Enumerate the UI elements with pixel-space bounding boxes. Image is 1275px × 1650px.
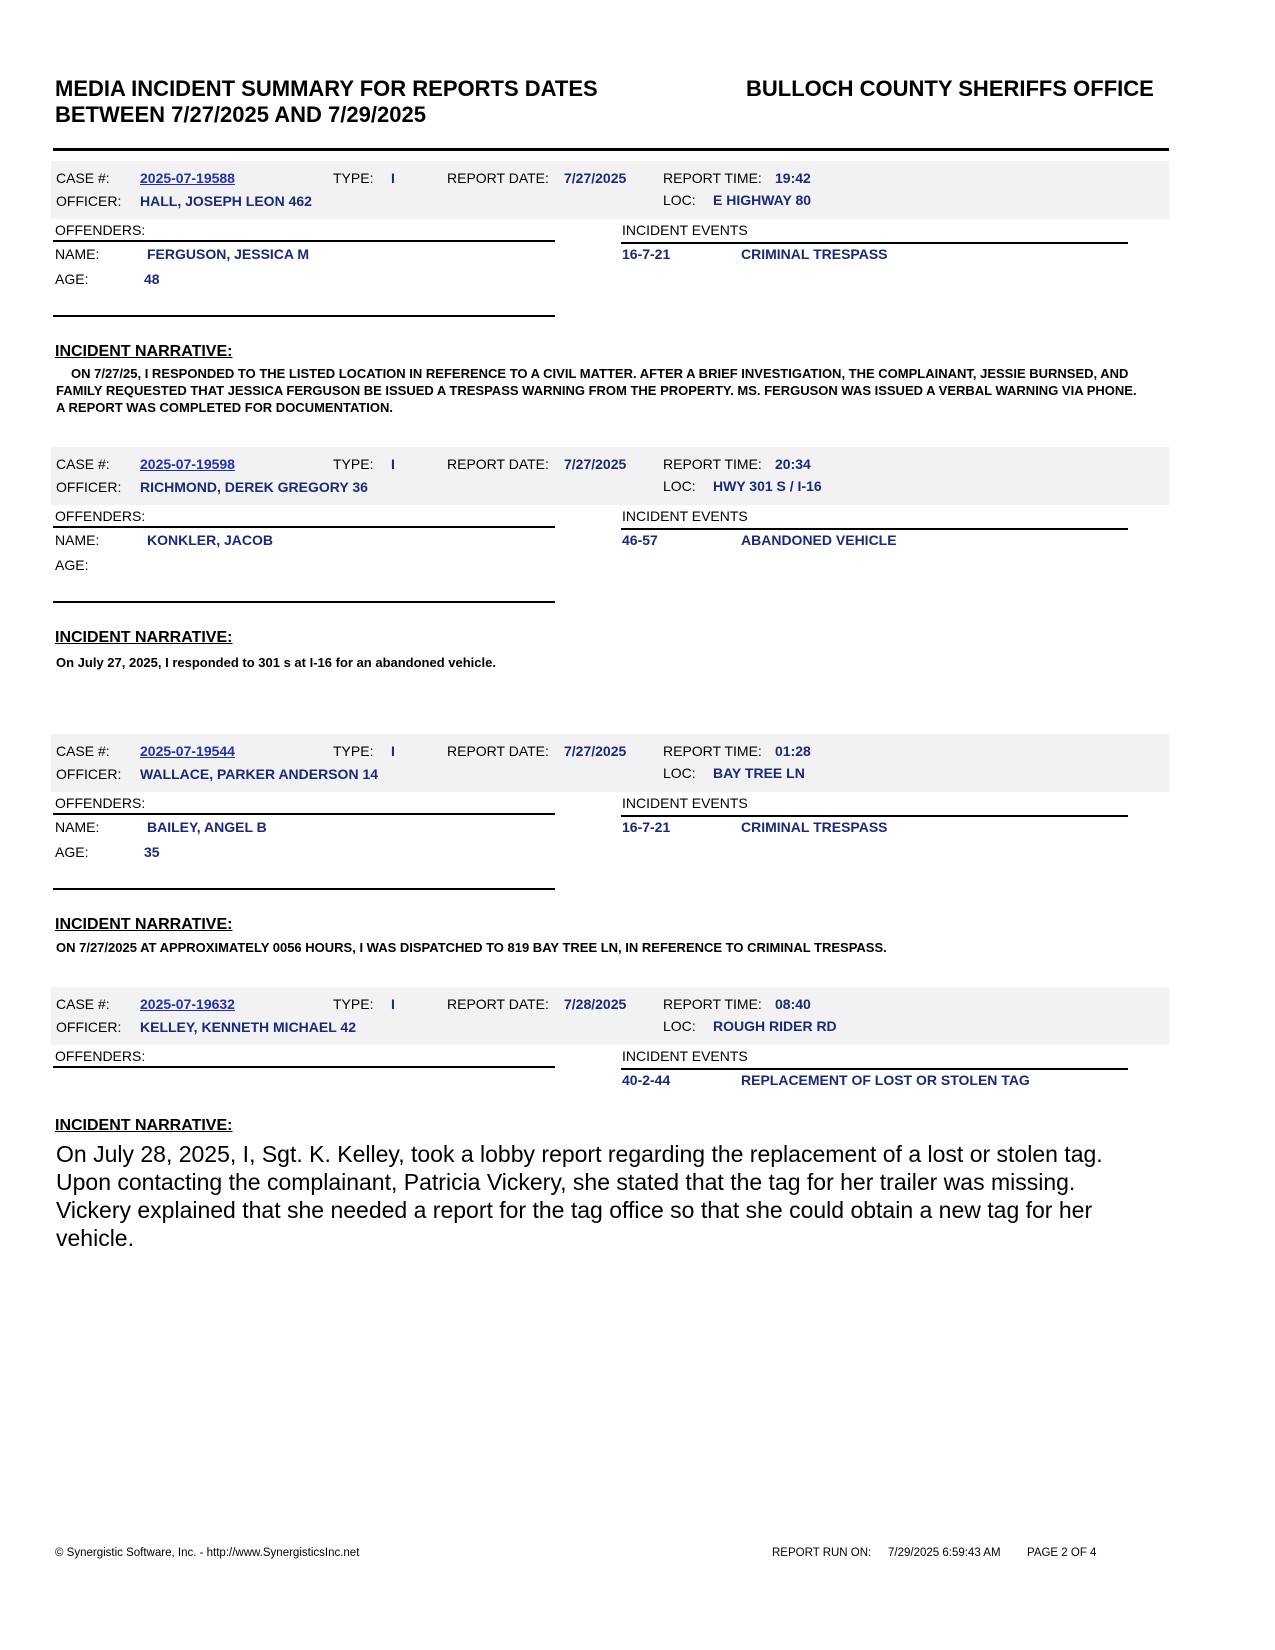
report-time-value: 01:28 [775,743,811,759]
report-time-label: REPORT TIME: [663,170,762,186]
incident-events-label: INCIDENT EVENTS [622,508,748,524]
offender-name: FERGUSON, JESSICA M [147,246,310,262]
officer-label: OFFICER: [56,193,122,209]
narrative-text: On July 27, 2025, I responded to 301 s at I-16 for an abandoned vehicle. [56,655,496,670]
offenders-label: OFFENDERS: [55,1048,146,1064]
type-value: I [391,996,395,1012]
name-label: NAME: [55,532,100,548]
age-label: AGE: [55,844,89,860]
case-number-link[interactable]: 2025-07-19588 [140,170,235,186]
event-description: REPLACEMENT OF LOST OR STOLEN TAG [741,1072,1030,1088]
offender-name: KONKLER, JACOB [147,532,274,548]
case-number-link[interactable]: 2025-07-19598 [140,456,235,472]
event-description: CRIMINAL TRESPASS [741,246,888,262]
offenders-bottom-rule [53,888,555,890]
incident-events-label: INCIDENT EVENTS [622,795,748,811]
age-label: AGE: [55,557,89,573]
offenders-label: OFFENDERS: [55,222,146,238]
events-rule [621,242,1128,244]
report-date-value: 7/27/2025 [564,743,627,759]
narrative-heading: INCIDENT NARRATIVE: [55,629,233,646]
case-label: CASE #: [56,996,110,1012]
type-value: I [391,456,395,472]
name-label: NAME: [55,819,100,835]
agency-name: BULLOCH COUNTY SHERIFFS OFFICE [746,76,1154,101]
loc-value: ROUGH RIDER RD [713,1018,837,1034]
type-value: I [391,170,395,186]
loc-label: LOC: [663,478,696,494]
events-rule [621,528,1128,530]
event-description: CRIMINAL TRESPASS [741,819,888,835]
offenders-bottom-rule [53,601,555,603]
narrative-text: On July 28, 2025, I, Sgt. K. Kelley, took a lobby report regarding the replacement of a lost or stolen tag. Upon contacting the complainant, Patricia Vickery, she stated that the tag for her trailer was missing. Vickery explained that she needed a report for the tag office so that she could obtain a new tag for her vehicle. [56,1141,1103,1251]
case-number-link[interactable]: 2025-07-19632 [140,996,235,1012]
event-code: 16-7-21 [622,246,671,262]
offenders-label: OFFENDERS: [55,508,146,524]
events-rule [621,815,1128,817]
report-date-value: 7/28/2025 [564,996,627,1012]
narrative-text: ON 7/27/2025 AT APPROXIMATELY 0056 HOURS, I WAS DISPATCHED TO 819 BAY TREE LN, IN REFERENCE TO CRIMINAL TRESPASS. [56,940,887,955]
officer-value: HALL, JOSEPH LEON 462 [140,193,312,209]
report-date-label: REPORT DATE: [447,743,549,759]
incident-events-label: INCIDENT EVENTS [622,222,748,238]
copyright-text: © Synergistic Software, Inc. - http://www.SynergisticsInc.net [55,1547,360,1559]
event-code: 46-57 [622,532,658,548]
report-date-value: 7/27/2025 [564,170,627,186]
type-label: TYPE: [333,743,374,759]
offender-age: 35 [144,844,160,860]
type-label: TYPE: [333,996,374,1012]
report-time-value: 08:40 [775,996,811,1012]
report-time-label: REPORT TIME: [663,743,762,759]
loc-label: LOC: [663,765,696,781]
case-label: CASE #: [56,456,110,472]
narrative-text: ON 7/27/25, I RESPONDED TO THE LISTED LOCATION IN REFERENCE TO A CIVIL MATTER. AFTER A BRIEF INVESTIGATION, THE COMPLAINANT, JESSIE BURNSED, AND FAMILY REQUESTED THAT JESSICA FERGUSON BE ISSUED A TRESPASS WARNING FROM THE PROPERTY. MS. FERGUSON WAS ISSUED A VERBAL WARNING VIA PHONE. A REPORT WAS COMPLETED FOR DOCUMENTATION. [56,366,1137,415]
name-label: NAME: [55,246,100,262]
officer-label: OFFICER: [56,1019,122,1035]
offender-age: 48 [144,271,160,287]
officer-label: OFFICER: [56,479,122,495]
offenders-rule [53,1066,555,1068]
offenders-rule [53,813,555,815]
type-label: TYPE: [333,456,374,472]
offenders-bottom-rule [53,315,555,317]
offenders-label: OFFENDERS: [55,795,146,811]
loc-value: BAY TREE LN [713,765,805,781]
report-run-value: 7/29/2025 6:59:43 AM [888,1547,1001,1559]
incident-events-label: INCIDENT EVENTS [622,1048,748,1064]
report-date-label: REPORT DATE: [447,170,549,186]
report-time-label: REPORT TIME: [663,456,762,472]
report-time-value: 20:34 [775,456,811,472]
event-code: 40-2-44 [622,1072,671,1088]
event-code: 16-7-21 [622,819,671,835]
report-run-label: REPORT RUN ON: [772,1547,872,1559]
officer-value: WALLACE, PARKER ANDERSON 14 [140,766,379,782]
case-label: CASE #: [56,743,110,759]
officer-value: RICHMOND, DEREK GREGORY 36 [140,479,368,495]
narrative-heading: INCIDENT NARRATIVE: [55,1117,233,1134]
case-number-link[interactable]: 2025-07-19544 [140,743,235,759]
loc-value: HWY 301 S / I-16 [713,478,822,494]
loc-label: LOC: [663,192,696,208]
header-divider [53,148,1169,151]
event-description: ABANDONED VEHICLE [741,532,897,548]
loc-label: LOC: [663,1018,696,1034]
events-rule [621,1068,1128,1070]
report-time-value: 19:42 [775,170,811,186]
offenders-rule [53,526,555,528]
officer-value: KELLEY, KENNETH MICHAEL 42 [140,1019,356,1035]
type-label: TYPE: [333,170,374,186]
loc-value: E HIGHWAY 80 [713,192,812,208]
offenders-rule [53,240,555,242]
officer-label: OFFICER: [56,766,122,782]
report-title: MEDIA INCIDENT SUMMARY FOR REPORTS DATES BETWEEN 7/27/2025 AND 7/29/2025 [55,76,598,127]
type-value: I [391,743,395,759]
narrative-heading: INCIDENT NARRATIVE: [55,916,233,933]
page-number: PAGE 2 OF 4 [1027,1547,1097,1559]
report-time-label: REPORT TIME: [663,996,762,1012]
report-date-value: 7/27/2025 [564,456,627,472]
offender-name: BAILEY, ANGEL B [147,819,267,835]
case-label: CASE #: [56,170,110,186]
narrative-heading: INCIDENT NARRATIVE: [55,343,233,360]
report-date-label: REPORT DATE: [447,456,549,472]
report-date-label: REPORT DATE: [447,996,549,1012]
age-label: AGE: [55,271,89,287]
